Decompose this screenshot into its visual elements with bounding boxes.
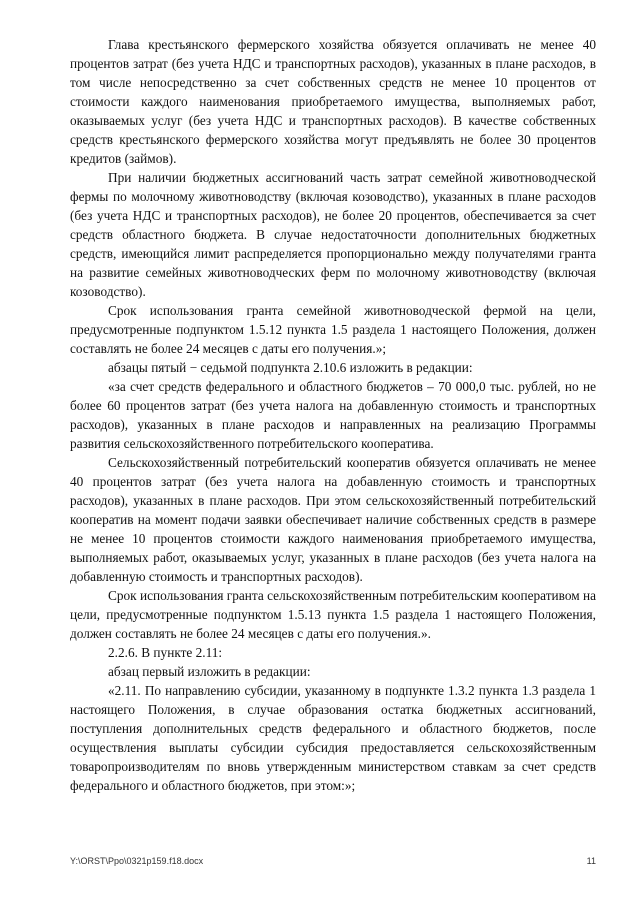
paragraph: 2.2.6. В пункте 2.11: [108, 645, 223, 660]
footer-file-path: Y:\ORST\Ppo\0321p159.f18.docx [70, 856, 204, 866]
document-body [70, 35, 596, 795]
page-number: 11 [586, 856, 596, 866]
paragraph: При наличии бюджетных ассигнований часть затрат семейной животноводческой фермы по молочному животноводству (включая козоводство), указанных в плане расходов (без учета НДС и транспортных расходов), не более 20 процентов, обеспечивается за счет средств областного бюджета. В случае недостаточности дополнительных бюджетных средств, имеющийся лимит распределяется пропорционально между получателями гранта на развитие семейных животноводческих ферм по молочному животноводству (включая козоводство). [70, 170, 596, 299]
paragraph: абзац первый изложить в редакции: [108, 664, 311, 679]
paragraph: Глава крестьянского фермерского хозяйства обязуется оплачивать не менее 40 процентов затрат (без учета НДС и транспортных расходов), указанных в плане расходов, в том числе непосредственно за счет собственных средств не менее 10 процентов от стоимости каждого наименования приобретаемого имущества, выполняемых работ, оказываемых услуг (без учета НДС и транспортных расходов). В качестве собственных средств крестьянского фермерского хозяйства могут предъявлять не более 30 процентов кредитов (займов). [70, 37, 596, 166]
paragraph: Сельскохозяйственный потребительский кооператив обязуется оплачивать не менее 40 процентов затрат (без учета налога на добавленную стоимость и транспортных расходов), указанных в плане расходов. При этом сельскохозяйственный потребительский кооператив на момент подачи заявки обеспечивает наличие собственных средств в размере не менее 10 процентов стоимости каждого наименования приобретаемого имущества, выполняемых работ, оказываемых услуг, указанных в плане расходов (без учета налога на добавленную стоимость и транспортных расходов). [70, 455, 596, 584]
paragraph: абзацы пятый − седьмой подпункта 2.10.6 изложить в редакции: [108, 360, 473, 375]
paragraph: «2.11. По направлению субсидии, указанному в подпункте 1.3.2 пункта 1.3 раздела 1 настоящего Положения, в случае образования остатка бюджетных ассигнований, поступления дополнительных средств федерального и областного бюджетов, после осуществления выплаты субсидии субсидия предоставляется сельскохозяйственным товаропроизводителям по вновь утвержденным министерством ставкам за счет средств федерального и областного бюджетов, при этом:»; [70, 683, 596, 793]
paragraph: «за счет средств федерального и областного бюджетов – 70 000,0 тыс. рублей, но не более 60 процентов затрат (без учета налога на добавленную стоимость и транспортных расходов), указанных в плане расходов и направленных на реализацию Программы развития сельскохозяйственного потребительского кооператива. [70, 379, 596, 451]
paragraph: Срок использования гранта семейной животноводческой фермой на цели, предусмотренные подпунктом 1.5.12 пункта 1.5 раздела 1 настоящего Положения, должен составлять не более 24 месяцев с даты его получения.»; [70, 303, 596, 356]
paragraph: Срок использования гранта сельскохозяйственным потребительским кооперативом на цели, предусмотренные подпунктом 1.5.13 пункта 1.5 раздела 1 настоящего Положения, должен составлять не более 24 месяцев с даты его получения.». [70, 588, 596, 641]
